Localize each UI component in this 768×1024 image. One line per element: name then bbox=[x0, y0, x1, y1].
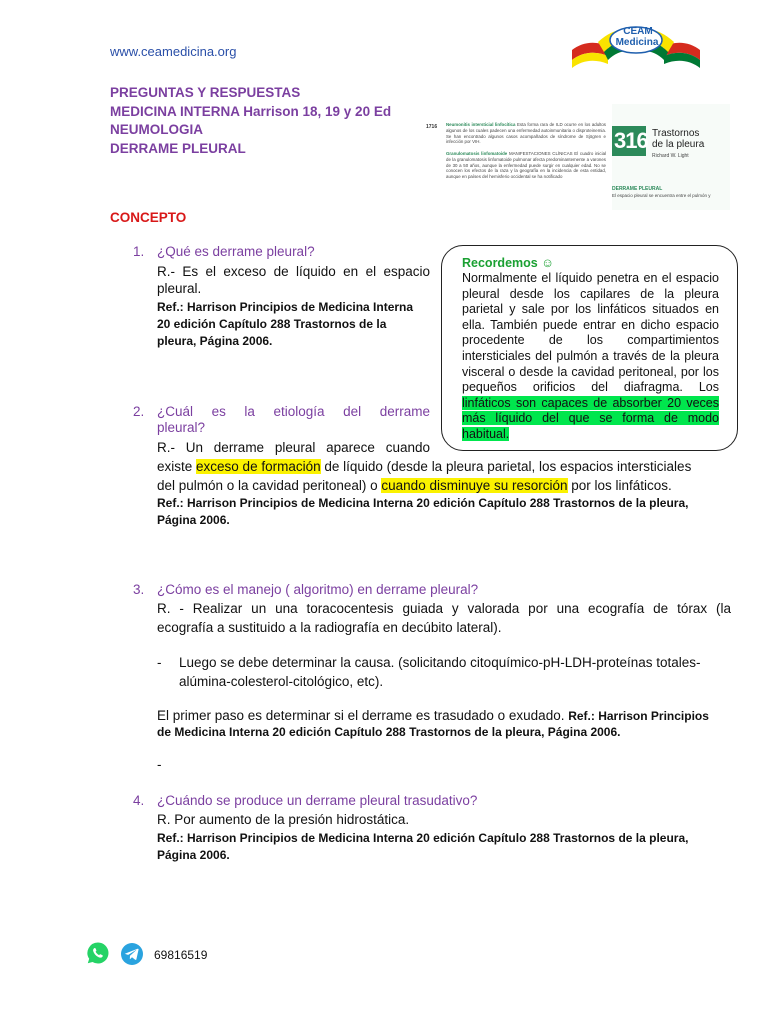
book-para1: Esta forma rara de ILD ocurre en los adultos algunos de los cuales padecen una enfermedad autoinmunitaria o disproteinemia. Se han encontrado algunos casos acompañados de síndrome de Sjögren e infección por VIH. bbox=[446, 122, 606, 145]
answer-2-seg-d: por los linfáticos. bbox=[567, 478, 672, 494]
answer-1 bbox=[157, 263, 430, 297]
title-line-3: NEUMOLOGIA bbox=[110, 122, 203, 137]
answer-1-line-1: R.- Es el exceso de líquido en el espacio bbox=[157, 264, 430, 279]
callout-body-text: Normalmente el líquido penetra en el espacio pleural desde los capilares de la pleura parietal y sale por los linfáticos situados en ella. También puede entrar en dicho espacio procedente de los compartimientos intersticiales del pulmón a través de la pleura visceral o desde la cavidad peritoneal, por los pequeños orificios del diafragma. Los bbox=[462, 271, 719, 395]
answer-2-line-3 bbox=[157, 477, 731, 494]
answer-2-highlight-1: exceso de formación bbox=[196, 459, 321, 474]
ceam-logo bbox=[568, 20, 704, 70]
first-step-paragraph bbox=[157, 707, 737, 725]
answer-3-bullet-line-1: Luego se debe determinar la causa. (solicitando citoquímico-pH-LDH-proteínas totales- bbox=[179, 655, 701, 670]
document-title bbox=[110, 84, 391, 158]
callout-title: Recordemos ☺ bbox=[462, 256, 554, 270]
reference-1-line-3: pleura, Página 2006. bbox=[157, 334, 273, 348]
answer-2 bbox=[157, 458, 731, 494]
title-line-4: DERRAME PLEURAL bbox=[110, 140, 246, 156]
question-2-line-2: pleural? bbox=[157, 420, 206, 435]
question-1-number: 1. bbox=[133, 244, 145, 259]
reference-3-inline: Ref.: Harrison Principios bbox=[568, 709, 709, 723]
book-para1-head: Neumonitis intersticial linfocítica bbox=[446, 122, 516, 127]
answer-2-line-1: R.- Un derrame pleural aparece cuando bbox=[157, 440, 430, 455]
question-2 bbox=[133, 404, 430, 436]
answer-2-line-2 bbox=[157, 458, 731, 475]
reference-4 bbox=[157, 830, 737, 864]
site-url[interactable]: www.ceamedicina.org bbox=[110, 44, 237, 59]
answer-3-bullet bbox=[179, 654, 731, 690]
title-line-2: MEDICINA INTERNA Harrison 18, 19 y 20 Ed bbox=[110, 103, 392, 119]
concept-heading: CONCEPTO bbox=[110, 210, 187, 225]
chapter-title bbox=[652, 128, 704, 150]
book-excerpt-image bbox=[426, 104, 730, 210]
chapter-number: 316 bbox=[614, 128, 648, 153]
logo-text-top: CEAM bbox=[623, 26, 653, 37]
chapter-title-1: Trastornos bbox=[652, 128, 700, 139]
answer-2-seg-a: existe bbox=[157, 459, 197, 474]
stray-dash: - bbox=[157, 757, 162, 772]
question-3-text: ¿Cómo es el manejo ( algoritmo) en derrame pleural? bbox=[157, 582, 479, 597]
answer-2-highlight-2: cuando disminuye su resorción bbox=[381, 478, 568, 494]
bullet-dash: - bbox=[157, 655, 162, 670]
question-4-text: ¿Cuándo se produce un derrame pleural trasudativo? bbox=[157, 793, 478, 808]
chapter-title-2: de la pleura bbox=[652, 139, 705, 150]
question-4 bbox=[133, 793, 477, 808]
book-left-column bbox=[446, 122, 606, 180]
question-3 bbox=[133, 582, 478, 597]
question-1-text: ¿Qué es derrame pleural? bbox=[157, 244, 315, 259]
question-1 bbox=[133, 244, 315, 259]
whatsapp-icon[interactable] bbox=[86, 941, 110, 965]
answer-3-line-1: R. - Realizar un una toracocentesis guiada y valorada por una ecografía de tórax (la bbox=[157, 601, 731, 616]
first-step-text: El primer paso es determinar si el derrame es trasudado o exudado. bbox=[157, 708, 569, 723]
reference-2 bbox=[157, 495, 737, 529]
book-para2: MANIFESTACIONES CLÍNICAS El cuadro inicial de la granulomatosis linfomatoide pulmonar afecta predominantemente a varones de 30 a 50 años, aunque la enfermedad puede surgir en cualquier edad. No se conocen los efectos de la raza y la geografía en la incidencia de esta entidad, aunque en países del hemisferio occidental se ha notificado bbox=[446, 150, 606, 180]
reference-1-line-2: 20 edición Capítulo 288 Trastornos de la bbox=[157, 317, 387, 331]
reference-3-line-2: de Medicina Interna 20 edición Capítulo 288 Trastornos de la pleura, Página 2006. bbox=[157, 725, 621, 739]
question-3-number: 3. bbox=[133, 582, 145, 597]
answer-3-line-2: ecografía a sustituido a la radiografía en decúbito lateral). bbox=[157, 620, 502, 636]
reference-1-line-1: Ref.: Harrison Principios de Medicina Interna bbox=[157, 300, 414, 314]
question-2-line-1: ¿Cuál es la etiología del derrame bbox=[157, 404, 430, 419]
question-2-number: 2. bbox=[133, 404, 145, 419]
callout-highlight: linfáticos son capaces de absorber 20 veces más líquido del que se forma de modo habitual. bbox=[462, 395, 719, 441]
book-chapter-panel bbox=[612, 104, 730, 210]
answer-2-seg-b: de líquido (desde la pleura parietal, los espacios intersticiales bbox=[320, 459, 692, 474]
reference-2-line-2: Página 2006. bbox=[157, 513, 230, 527]
telegram-icon[interactable] bbox=[120, 942, 144, 966]
answer-2-line-1-wrap bbox=[157, 439, 430, 456]
logo-text-bottom: Medicina bbox=[615, 37, 659, 48]
callout-box bbox=[441, 245, 738, 451]
answer-3 bbox=[157, 600, 731, 636]
book-section-head: DERRAME PLEURAL bbox=[612, 186, 663, 192]
callout-body bbox=[462, 271, 719, 443]
reference-1 bbox=[157, 299, 413, 350]
answer-4: R. Por aumento de la presión hidrostática. bbox=[157, 812, 410, 827]
book-page-number: 1716 bbox=[426, 124, 438, 130]
reference-4-line-1: Ref.: Harrison Principios de Medicina Interna 20 edición Capítulo 288 Trastornos de la pleura, bbox=[157, 831, 689, 845]
reference-4-line-2: Página 2006. bbox=[157, 848, 230, 862]
reference-2-line-1: Ref.: Harrison Principios de Medicina Interna 20 edición Capítulo 288 Trastornos de la pleura, bbox=[157, 496, 689, 510]
chapter-author: Richard W. Light bbox=[652, 153, 689, 159]
book-para3: El espacio pleural se encuentra entre el pulmón y bbox=[612, 193, 711, 198]
book-para2-head: Granulomatosis linfomatoide bbox=[446, 150, 508, 156]
answer-3-bullet-line-2: alúmina-colesterol-citológico, etc). bbox=[179, 674, 384, 690]
phone-number[interactable]: 69816519 bbox=[154, 948, 208, 962]
answer-1-line-2: pleural. bbox=[157, 281, 202, 297]
answer-2-seg-c: del pulmón o la cavidad peritoneal) o bbox=[157, 478, 382, 494]
question-4-number: 4. bbox=[133, 793, 145, 808]
title-line-1: PREGUNTAS Y RESPUESTAS bbox=[110, 85, 301, 100]
